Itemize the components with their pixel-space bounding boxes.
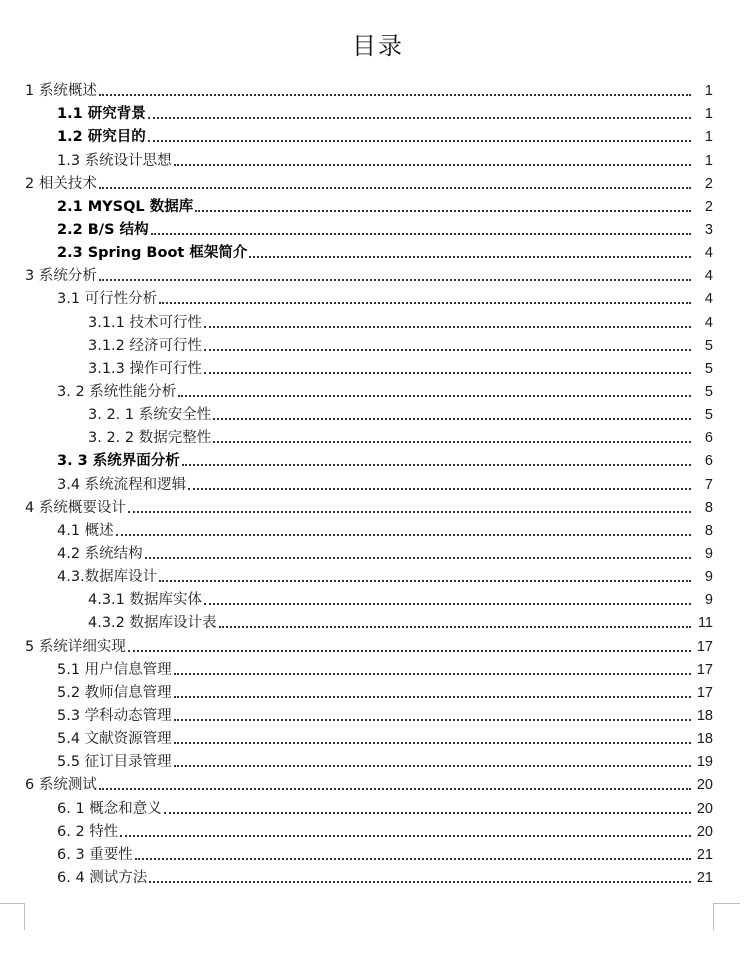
toc-dot-leader xyxy=(148,140,691,142)
toc-entry[interactable] xyxy=(0,470,756,493)
toc-dot-leader xyxy=(174,742,691,744)
toc-dot-leader xyxy=(99,788,691,790)
toc-dot-leader xyxy=(99,187,691,189)
toc-entry-label: 6 系统测试 xyxy=(25,777,97,794)
toc-dot-leader xyxy=(182,464,691,466)
toc-entry-label: 5 系统详细实现 xyxy=(25,638,126,655)
toc-entry-page-number: 8 xyxy=(704,499,713,516)
toc-dot-leader xyxy=(151,233,691,235)
toc-entry-page-number: 17 xyxy=(696,661,713,678)
toc-entry-label: 2.1 MYSQL 数据库 xyxy=(57,198,194,215)
toc-entry[interactable] xyxy=(0,725,756,748)
toc-entry-page-number: 21 xyxy=(696,869,713,886)
toc-entry-label: 3.1 可行性分析 xyxy=(57,291,158,308)
toc-dot-leader xyxy=(159,302,691,304)
toc-entry-label: 4.3.数据库设计 xyxy=(57,569,158,586)
toc-entry-label: 5.2 教师信息管理 xyxy=(57,684,172,701)
table-of-contents xyxy=(0,77,756,887)
toc-entry-label: 3. 2. 1 系统安全性 xyxy=(88,407,212,424)
toc-dot-leader xyxy=(116,534,691,536)
toc-entry[interactable] xyxy=(0,239,756,262)
toc-entry[interactable] xyxy=(0,447,756,470)
toc-dot-leader xyxy=(204,603,691,605)
toc-entry[interactable] xyxy=(0,563,756,586)
toc-dot-leader xyxy=(178,395,691,397)
toc-entry-page-number: 8 xyxy=(704,522,713,539)
toc-entry-page-number: 9 xyxy=(704,592,713,609)
toc-entry[interactable] xyxy=(0,285,756,308)
toc-dot-leader xyxy=(213,441,691,443)
toc-entry[interactable] xyxy=(0,517,756,540)
toc-dot-leader xyxy=(145,557,691,559)
toc-entry-label: 4.2 系统结构 xyxy=(57,545,143,562)
toc-dot-leader xyxy=(204,349,691,351)
toc-entry-page-number: 9 xyxy=(704,545,713,562)
toc-entry-label: 1.2 研究目的 xyxy=(57,129,146,146)
toc-entry[interactable] xyxy=(0,170,756,193)
toc-dot-leader xyxy=(219,626,691,628)
toc-entry-label: 4.3.1 数据库实体 xyxy=(88,592,203,609)
toc-entry[interactable] xyxy=(0,355,756,378)
toc-entry-label: 1.3 系统设计思想 xyxy=(57,152,172,169)
toc-entry[interactable] xyxy=(0,841,756,864)
toc-entry-label: 6. 4 测试方法 xyxy=(57,869,148,886)
toc-dot-leader xyxy=(174,765,691,767)
toc-entry-page-number: 2 xyxy=(704,175,713,192)
toc-dot-leader xyxy=(128,650,691,652)
toc-entry-label: 6. 3 重要性 xyxy=(57,846,133,863)
toc-entry-label: 2 相关技术 xyxy=(25,175,97,192)
toc-dot-leader xyxy=(164,812,691,814)
toc-entry-label: 5.3 学科动态管理 xyxy=(57,707,172,724)
toc-dot-leader xyxy=(249,256,691,258)
toc-entry-page-number: 4 xyxy=(704,291,713,308)
toc-entry[interactable] xyxy=(0,586,756,609)
toc-entry-label: 6. 1 概念和意义 xyxy=(57,800,162,817)
toc-entry-page-number: 9 xyxy=(704,569,713,586)
toc-entry-page-number: 3 xyxy=(704,221,713,238)
toc-entry[interactable] xyxy=(0,632,756,655)
toc-entry[interactable] xyxy=(0,216,756,239)
toc-entry-page-number: 20 xyxy=(696,800,713,817)
toc-entry-page-number: 17 xyxy=(696,684,713,701)
page-corner-mark-bottom-right xyxy=(713,903,740,930)
toc-dot-leader xyxy=(149,881,691,883)
toc-entry-page-number: 4 xyxy=(704,314,713,331)
toc-entry[interactable] xyxy=(0,679,756,702)
toc-entry-page-number: 20 xyxy=(696,777,713,794)
toc-dot-leader xyxy=(148,117,691,119)
toc-entry-label: 1 系统概述 xyxy=(25,83,97,100)
toc-entry-label: 2.2 B/S 结构 xyxy=(57,221,149,238)
toc-entry-label: 5.5 征订目录管理 xyxy=(57,754,172,771)
toc-entry-label: 3 系统分析 xyxy=(25,268,97,285)
toc-entry-label: 5.4 文献资源管理 xyxy=(57,731,172,748)
toc-entry-page-number: 6 xyxy=(704,430,713,447)
toc-entry-page-number: 21 xyxy=(696,846,713,863)
toc-dot-leader xyxy=(174,164,691,166)
toc-entry[interactable] xyxy=(0,193,756,216)
toc-entry[interactable] xyxy=(0,748,756,771)
toc-dot-leader xyxy=(99,94,691,96)
toc-entry[interactable] xyxy=(0,123,756,146)
toc-entry-page-number: 5 xyxy=(704,360,713,377)
toc-entry[interactable] xyxy=(0,100,756,123)
toc-entry-page-number: 1 xyxy=(704,152,713,169)
toc-dot-leader xyxy=(135,858,691,860)
toc-dot-leader xyxy=(99,279,691,281)
toc-entry[interactable] xyxy=(0,146,756,169)
toc-dot-leader xyxy=(174,696,691,698)
toc-entry-label: 3. 3 系统界面分析 xyxy=(57,453,180,470)
toc-entry-label: 4.1 概述 xyxy=(57,522,114,539)
toc-entry-label: 2.3 Spring Boot 框架简介 xyxy=(57,245,248,262)
toc-entry-label: 3.4 系统流程和逻辑 xyxy=(57,476,187,493)
toc-entry-page-number: 2 xyxy=(704,198,713,215)
toc-entry-label: 3. 2 系统性能分析 xyxy=(57,383,177,400)
toc-entry[interactable] xyxy=(0,771,756,794)
toc-entry[interactable] xyxy=(0,609,756,632)
toc-entry-page-number: 17 xyxy=(696,638,713,655)
toc-entry-label: 3.1.1 技术可行性 xyxy=(88,314,203,331)
toc-entry[interactable] xyxy=(0,262,756,285)
toc-entry-page-number: 5 xyxy=(704,383,713,400)
toc-entry[interactable] xyxy=(0,332,756,355)
toc-dot-leader xyxy=(159,580,691,582)
toc-dot-leader xyxy=(188,488,691,490)
toc-entry-page-number: 1 xyxy=(704,106,713,123)
toc-entry-page-number: 4 xyxy=(704,268,713,285)
toc-entry[interactable] xyxy=(0,702,756,725)
toc-entry-page-number: 1 xyxy=(704,129,713,146)
toc-entry[interactable] xyxy=(0,864,756,887)
toc-entry[interactable] xyxy=(0,308,756,331)
toc-entry-page-number: 5 xyxy=(704,337,713,354)
toc-entry[interactable] xyxy=(0,77,756,100)
toc-dot-leader xyxy=(128,511,691,513)
toc-dot-leader xyxy=(174,673,691,675)
toc-dot-leader xyxy=(195,210,691,212)
toc-entry-page-number: 5 xyxy=(704,407,713,424)
toc-entry-page-number: 4 xyxy=(704,245,713,262)
toc-entry[interactable] xyxy=(0,540,756,563)
toc-entry-label: 3.1.2 经济可行性 xyxy=(88,337,203,354)
toc-dot-leader xyxy=(120,835,691,837)
toc-entry-label: 1.1 研究背景 xyxy=(57,106,146,123)
toc-dot-leader xyxy=(213,418,691,420)
toc-entry-page-number: 19 xyxy=(696,754,713,771)
toc-entry-label: 3. 2. 2 数据完整性 xyxy=(88,430,212,447)
toc-title: 目录 xyxy=(352,32,404,60)
toc-entry-label: 3.1.3 操作可行性 xyxy=(88,360,203,377)
toc-entry[interactable] xyxy=(0,794,756,817)
toc-entry[interactable] xyxy=(0,656,756,679)
toc-dot-leader xyxy=(204,372,691,374)
toc-entry-page-number: 18 xyxy=(696,731,713,748)
toc-dot-leader xyxy=(174,719,691,721)
toc-entry[interactable] xyxy=(0,378,756,401)
toc-entry[interactable] xyxy=(0,424,756,447)
toc-entry-label: 5.1 用户信息管理 xyxy=(57,661,172,678)
toc-entry-page-number: 18 xyxy=(696,707,713,724)
toc-entry-page-number: 1 xyxy=(704,83,713,100)
toc-entry-page-number: 11 xyxy=(697,615,713,632)
toc-entry-label: 4 系统概要设计 xyxy=(25,499,126,516)
toc-entry-label: 4.3.2 数据库设计表 xyxy=(88,615,217,632)
toc-entry-label: 6. 2 特性 xyxy=(57,823,119,840)
toc-entry-page-number: 7 xyxy=(704,476,713,493)
toc-entry-page-number: 6 xyxy=(704,453,713,470)
toc-entry-page-number: 20 xyxy=(696,823,713,840)
toc-entry[interactable] xyxy=(0,401,756,424)
toc-entry[interactable] xyxy=(0,818,756,841)
toc-dot-leader xyxy=(204,326,691,328)
page-corner-mark-bottom-left xyxy=(0,903,25,930)
toc-entry[interactable] xyxy=(0,494,756,517)
